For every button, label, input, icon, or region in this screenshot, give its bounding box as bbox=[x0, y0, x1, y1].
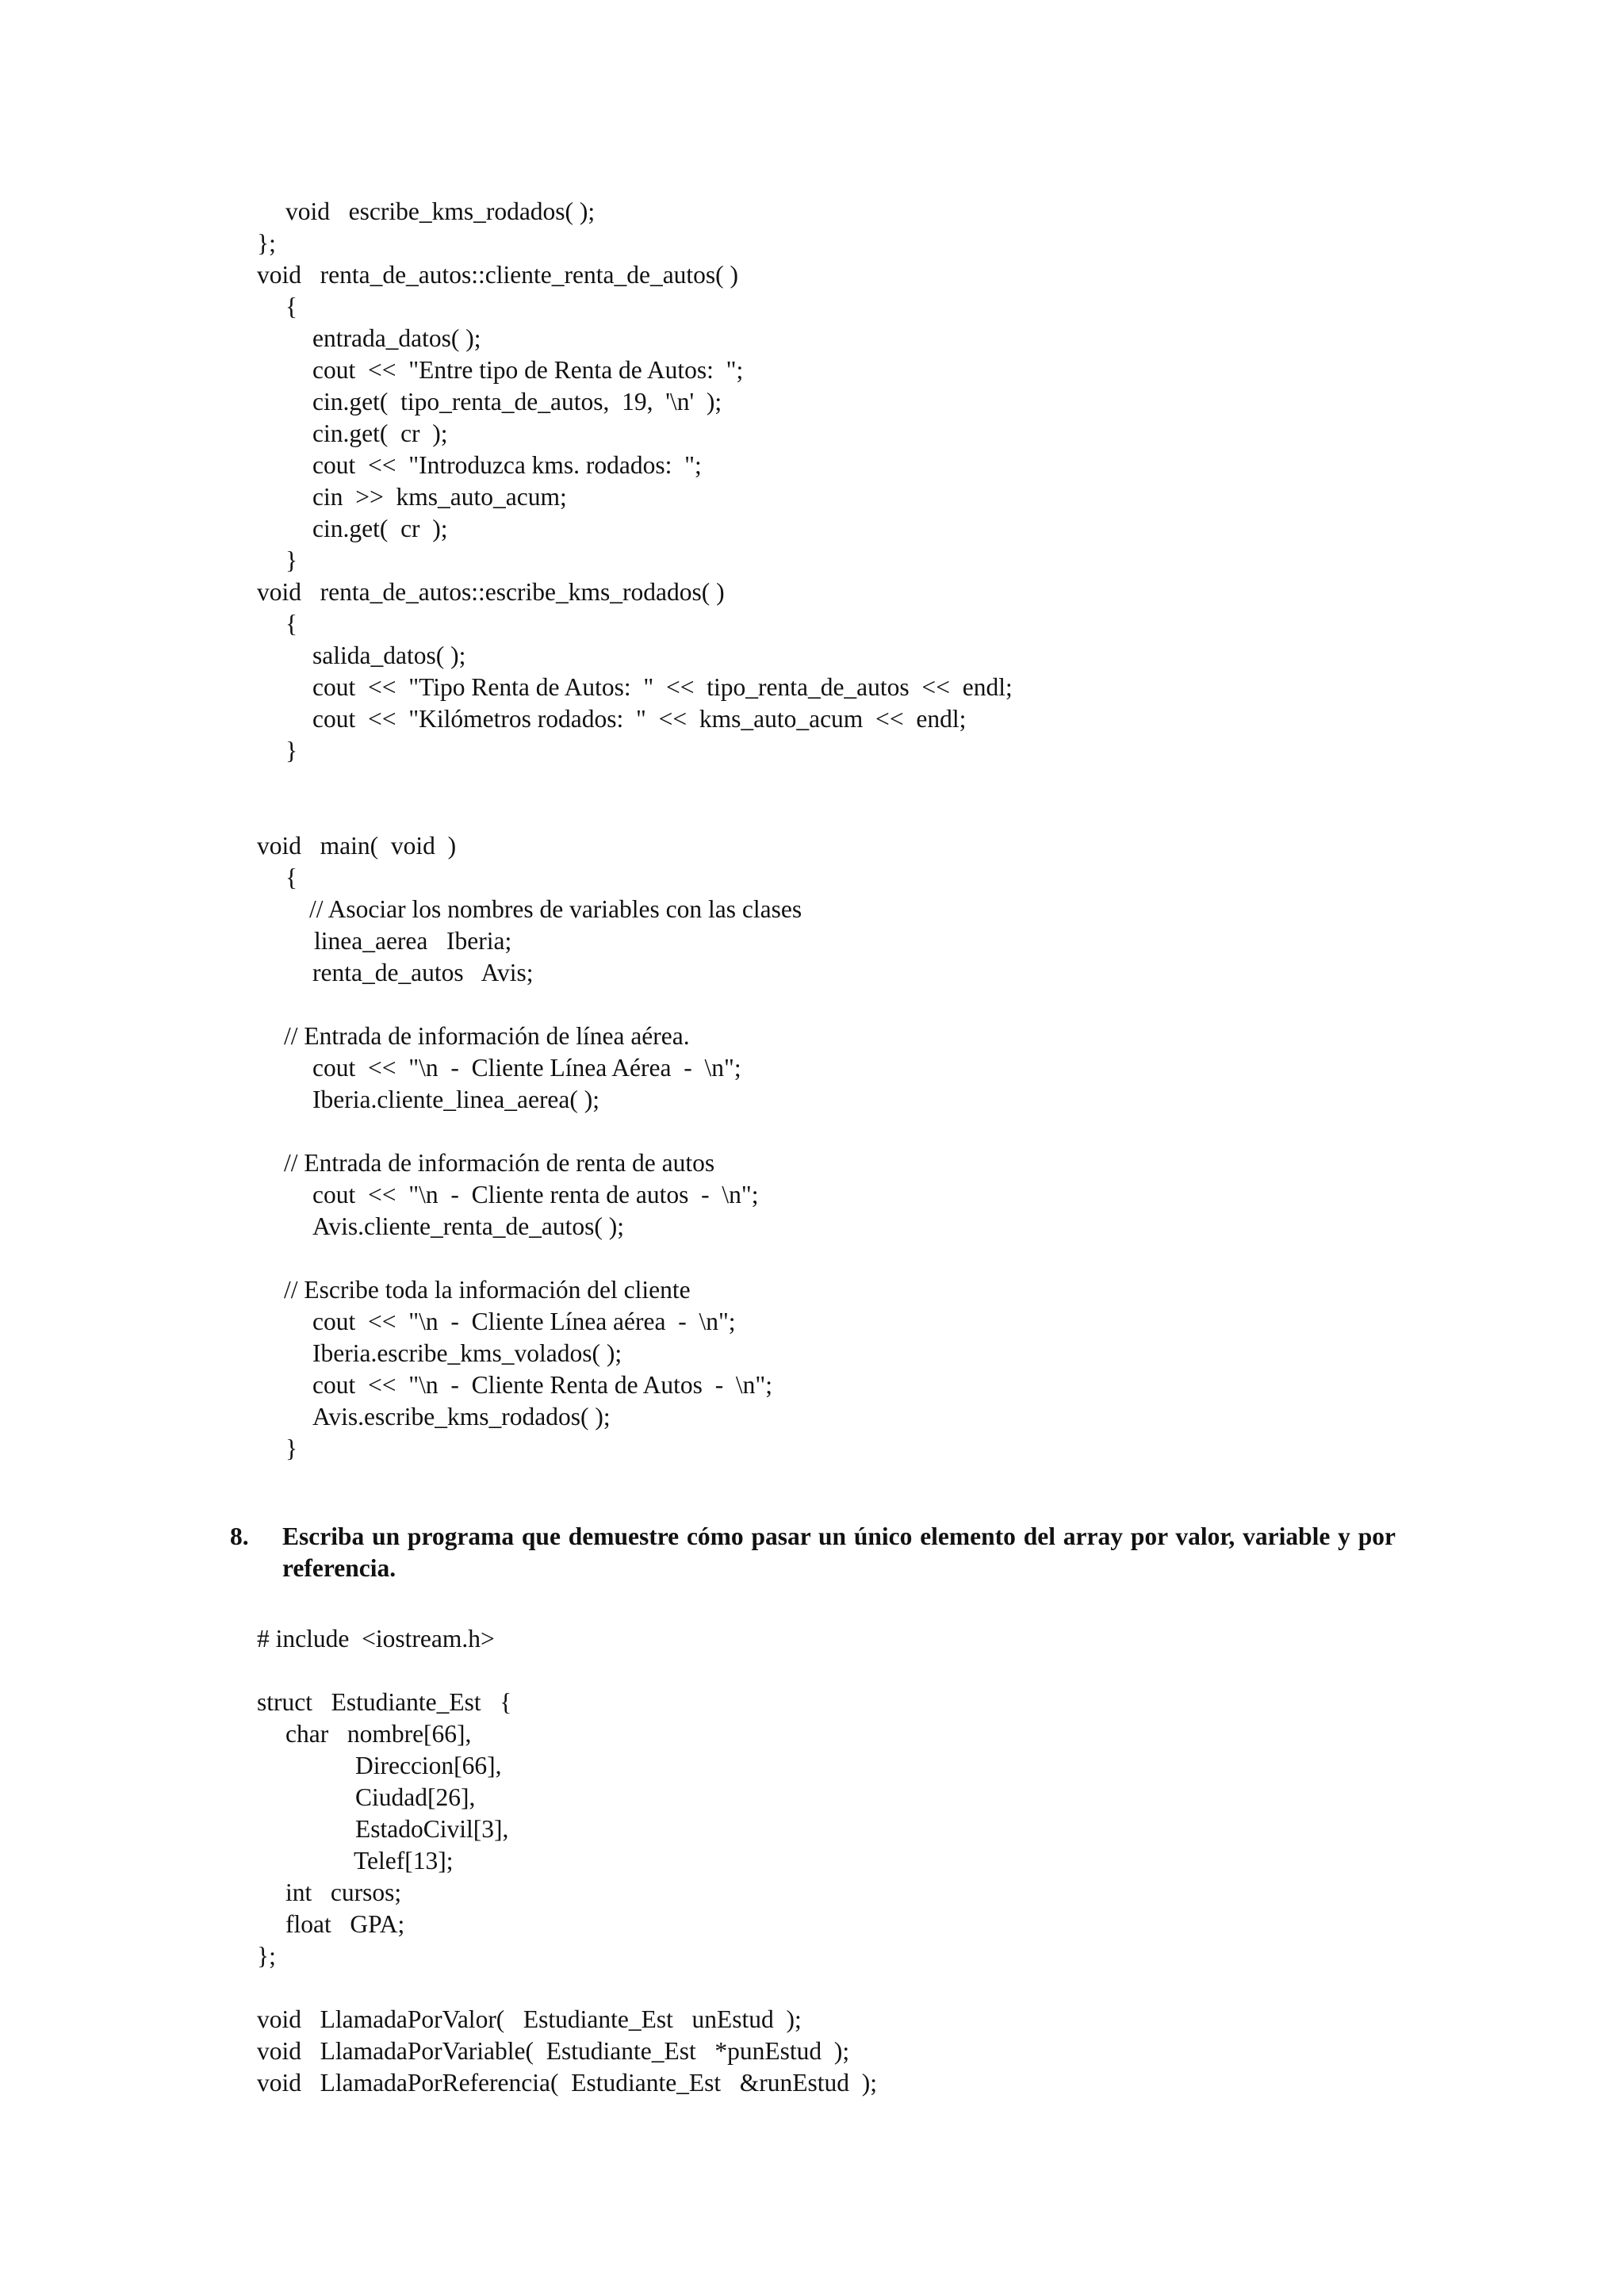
code-line: char nombre[66], bbox=[285, 1720, 472, 1748]
code-line: int cursos; bbox=[285, 1878, 402, 1906]
code-line: Iberia.cliente_linea_aerea( ); bbox=[312, 1086, 600, 1113]
code-line: void renta_de_autos::escribe_kms_rodados( ) bbox=[257, 578, 725, 606]
code-line: Telef[13]; bbox=[354, 1847, 454, 1875]
code-line: void LlamadaPorValor( Estudiante_Est unEstud ); bbox=[257, 2005, 802, 2033]
code-line: Avis.cliente_renta_de_autos( ); bbox=[312, 1212, 625, 1240]
code-line: EstadoCivil[3], bbox=[355, 1815, 509, 1843]
code-line: cout << "\n - Cliente Línea aérea - \n"; bbox=[312, 1308, 736, 1335]
code-line: salida_datos( ); bbox=[312, 641, 466, 669]
code-line: cout << "\n - Cliente renta de autos - \n"; bbox=[312, 1181, 759, 1208]
code-line: void LlamadaPorVariable( Estudiante_Est *punEstud ); bbox=[257, 2037, 850, 2065]
code-line: // Escribe toda la información del cliente bbox=[284, 1276, 691, 1304]
code-line: // Entrada de información de línea aérea. bbox=[284, 1022, 690, 1050]
code-line: cin.get( cr ); bbox=[312, 419, 448, 447]
code-line: cout << "Kilómetros rodados: " << kms_auto_acum << endl; bbox=[312, 705, 967, 733]
code-line: } bbox=[285, 737, 298, 764]
code-line: cout << "Entre tipo de Renta de Autos: "; bbox=[312, 356, 744, 384]
code-line: } bbox=[285, 546, 298, 574]
code-line: entrada_datos( ); bbox=[312, 324, 481, 352]
code-line: }; bbox=[257, 229, 276, 257]
code-line: cout << "Introduzca kms. rodados: "; bbox=[312, 451, 702, 479]
code-line: { bbox=[285, 610, 298, 638]
code-line: # include <iostream.h> bbox=[257, 1625, 495, 1653]
code-line: } bbox=[285, 1434, 298, 1462]
code-line: // Entrada de información de renta de autos bbox=[284, 1149, 715, 1177]
code-line: Avis.escribe_kms_rodados( ); bbox=[312, 1403, 611, 1430]
code-line: void renta_de_autos::cliente_renta_de_autos( ) bbox=[257, 261, 739, 289]
code-line: cin.get( cr ); bbox=[312, 515, 448, 542]
code-line: }; bbox=[257, 1942, 276, 1970]
code-line: void escribe_kms_rodados( ); bbox=[285, 197, 596, 225]
code-line: cout << "\n - Cliente Renta de Autos - \n"; bbox=[312, 1371, 773, 1399]
code-line: cin.get( tipo_renta_de_autos, 19, '\n' ); bbox=[312, 388, 722, 416]
code-line: struct Estudiante_Est { bbox=[257, 1688, 512, 1716]
code-line: // Asociar los nombres de variables con las clases bbox=[309, 895, 802, 923]
code-line: renta_de_autos Avis; bbox=[312, 959, 534, 986]
code-line: Ciudad[26], bbox=[355, 1783, 476, 1811]
code-line: void main( void ) bbox=[257, 832, 457, 860]
code-line: cin >> kms_auto_acum; bbox=[312, 483, 567, 511]
code-line: cout << "Tipo Renta de Autos: " << tipo_renta_de_autos << endl; bbox=[312, 673, 1013, 701]
code-line: Iberia.escribe_kms_volados( ); bbox=[312, 1339, 622, 1367]
code-line: float GPA; bbox=[285, 1910, 405, 1938]
code-line: Direccion[66], bbox=[355, 1752, 502, 1779]
exercise-number: 8. bbox=[230, 1522, 249, 1550]
code-line: { bbox=[285, 293, 298, 320]
code-line: cout << "\n - Cliente Línea Aérea - \n"; bbox=[312, 1054, 741, 1082]
code-line: { bbox=[285, 864, 298, 891]
code-line: void LlamadaPorReferencia( Estudiante_Est &runEstud ); bbox=[257, 2069, 878, 2097]
code-line: linea_aerea Iberia; bbox=[314, 927, 512, 955]
exercise-statement: Escriba un programa que demuestre cómo pasar un único elemento del array por valor, variable y por referencia. bbox=[282, 1522, 1396, 1582]
